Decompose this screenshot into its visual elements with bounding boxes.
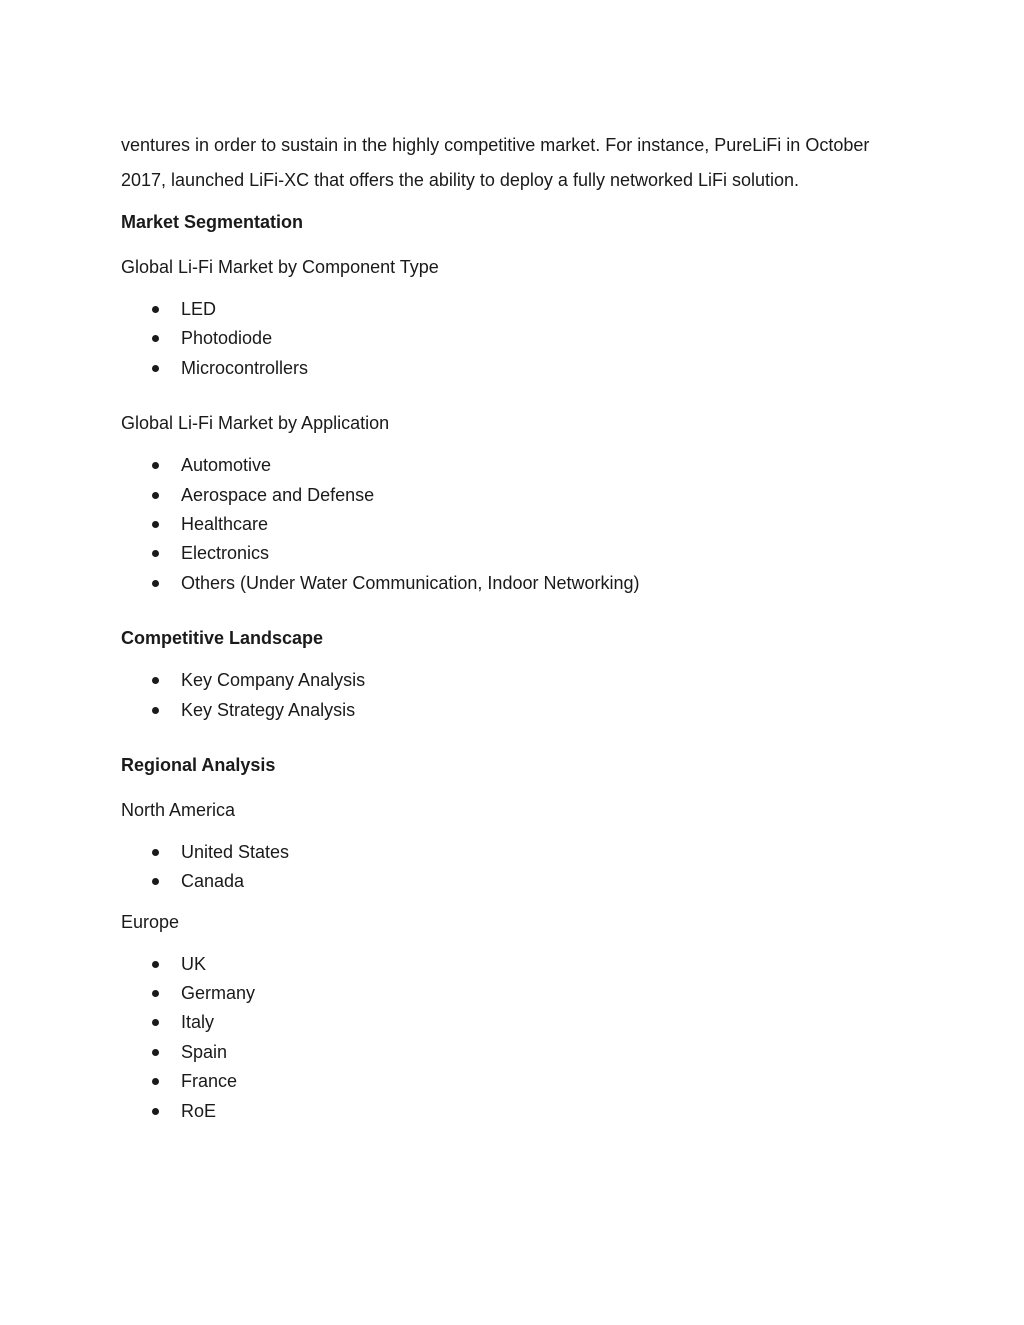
bullet-icon	[152, 521, 159, 528]
list-item-label: Spain	[181, 1041, 228, 1062]
list-item-label: Key Company Analysis	[181, 670, 366, 691]
application-list	[121, 451, 911, 598]
bullet-icon	[152, 1078, 159, 1085]
list-item	[121, 295, 911, 324]
bullet-icon	[152, 677, 159, 684]
north-america-title: North America	[121, 799, 236, 820]
list-item-label: Others (Under Water Communication, Indoor Networking)	[181, 572, 640, 593]
bullet-icon	[152, 492, 159, 499]
bullet-icon	[152, 462, 159, 469]
list-item-label: Photodiode	[181, 328, 273, 349]
list-item-label: Healthcare	[181, 513, 269, 534]
list-item	[121, 666, 911, 695]
bullet-icon	[152, 961, 159, 968]
component-type-title: Global Li-Fi Market by Component Type	[121, 257, 439, 277]
regional-analysis-heading: Regional Analysis	[121, 754, 276, 775]
intro-paragraph: ventures in order to sustain in the highly competitive market. For instance, PureLiFi in October 2017, launched LiFi-XC that offers the ability to deploy a fully networked LiFi solution.	[121, 135, 870, 190]
list-item-label: LED	[181, 299, 217, 319]
europe-title: Europe	[121, 911, 180, 932]
list-item	[121, 1038, 911, 1067]
application-title: Global Li-Fi Market by Application	[121, 413, 390, 434]
list-item	[121, 451, 911, 480]
north-america-list	[121, 838, 911, 897]
list-item	[121, 838, 911, 867]
bullet-icon	[152, 1108, 159, 1115]
list-item	[121, 354, 911, 383]
bullet-icon	[152, 580, 159, 587]
list-item-label: France	[181, 1071, 238, 1092]
list-item-label: United States	[181, 841, 290, 862]
list-item	[121, 324, 911, 353]
list-item	[121, 867, 911, 896]
list-item-label: UK	[181, 953, 207, 974]
bullet-icon	[152, 1049, 159, 1056]
list-item-label: Microcontrollers	[181, 357, 309, 378]
bullet-icon	[152, 550, 159, 557]
competitive-landscape-heading: Competitive Landscape	[121, 628, 324, 649]
list-item	[121, 979, 911, 1008]
list-item	[121, 1067, 911, 1096]
list-item	[121, 481, 911, 510]
list-item	[121, 510, 911, 539]
list-item-label: Aerospace and Defense	[181, 484, 375, 505]
list-item-label: Automotive	[181, 455, 272, 476]
bullet-icon	[152, 849, 159, 856]
component-type-list	[121, 295, 911, 383]
list-item	[121, 1008, 911, 1037]
bullet-icon	[152, 1019, 159, 1026]
europe-list	[121, 950, 911, 1126]
list-item	[121, 1097, 911, 1126]
list-item-label: Germany	[181, 983, 256, 1004]
list-item-label: Canada	[181, 871, 245, 892]
list-item	[121, 539, 911, 568]
list-item	[121, 950, 911, 979]
document-content	[121, 128, 911, 1126]
bullet-icon	[152, 306, 159, 313]
bullet-icon	[152, 990, 159, 997]
bullet-icon	[152, 878, 159, 885]
list-item-label: Italy	[181, 1012, 215, 1033]
bullet-icon	[152, 365, 159, 372]
market-segmentation-heading: Market Segmentation	[121, 212, 304, 232]
list-item	[121, 569, 911, 598]
list-item-label: Key Strategy Analysis	[181, 699, 356, 720]
bullet-icon	[152, 707, 159, 714]
bullet-icon	[152, 335, 159, 342]
list-item-label: Electronics	[181, 543, 270, 564]
list-item-label: RoE	[181, 1100, 217, 1121]
competitive-landscape-list	[121, 666, 911, 725]
list-item	[121, 696, 911, 725]
